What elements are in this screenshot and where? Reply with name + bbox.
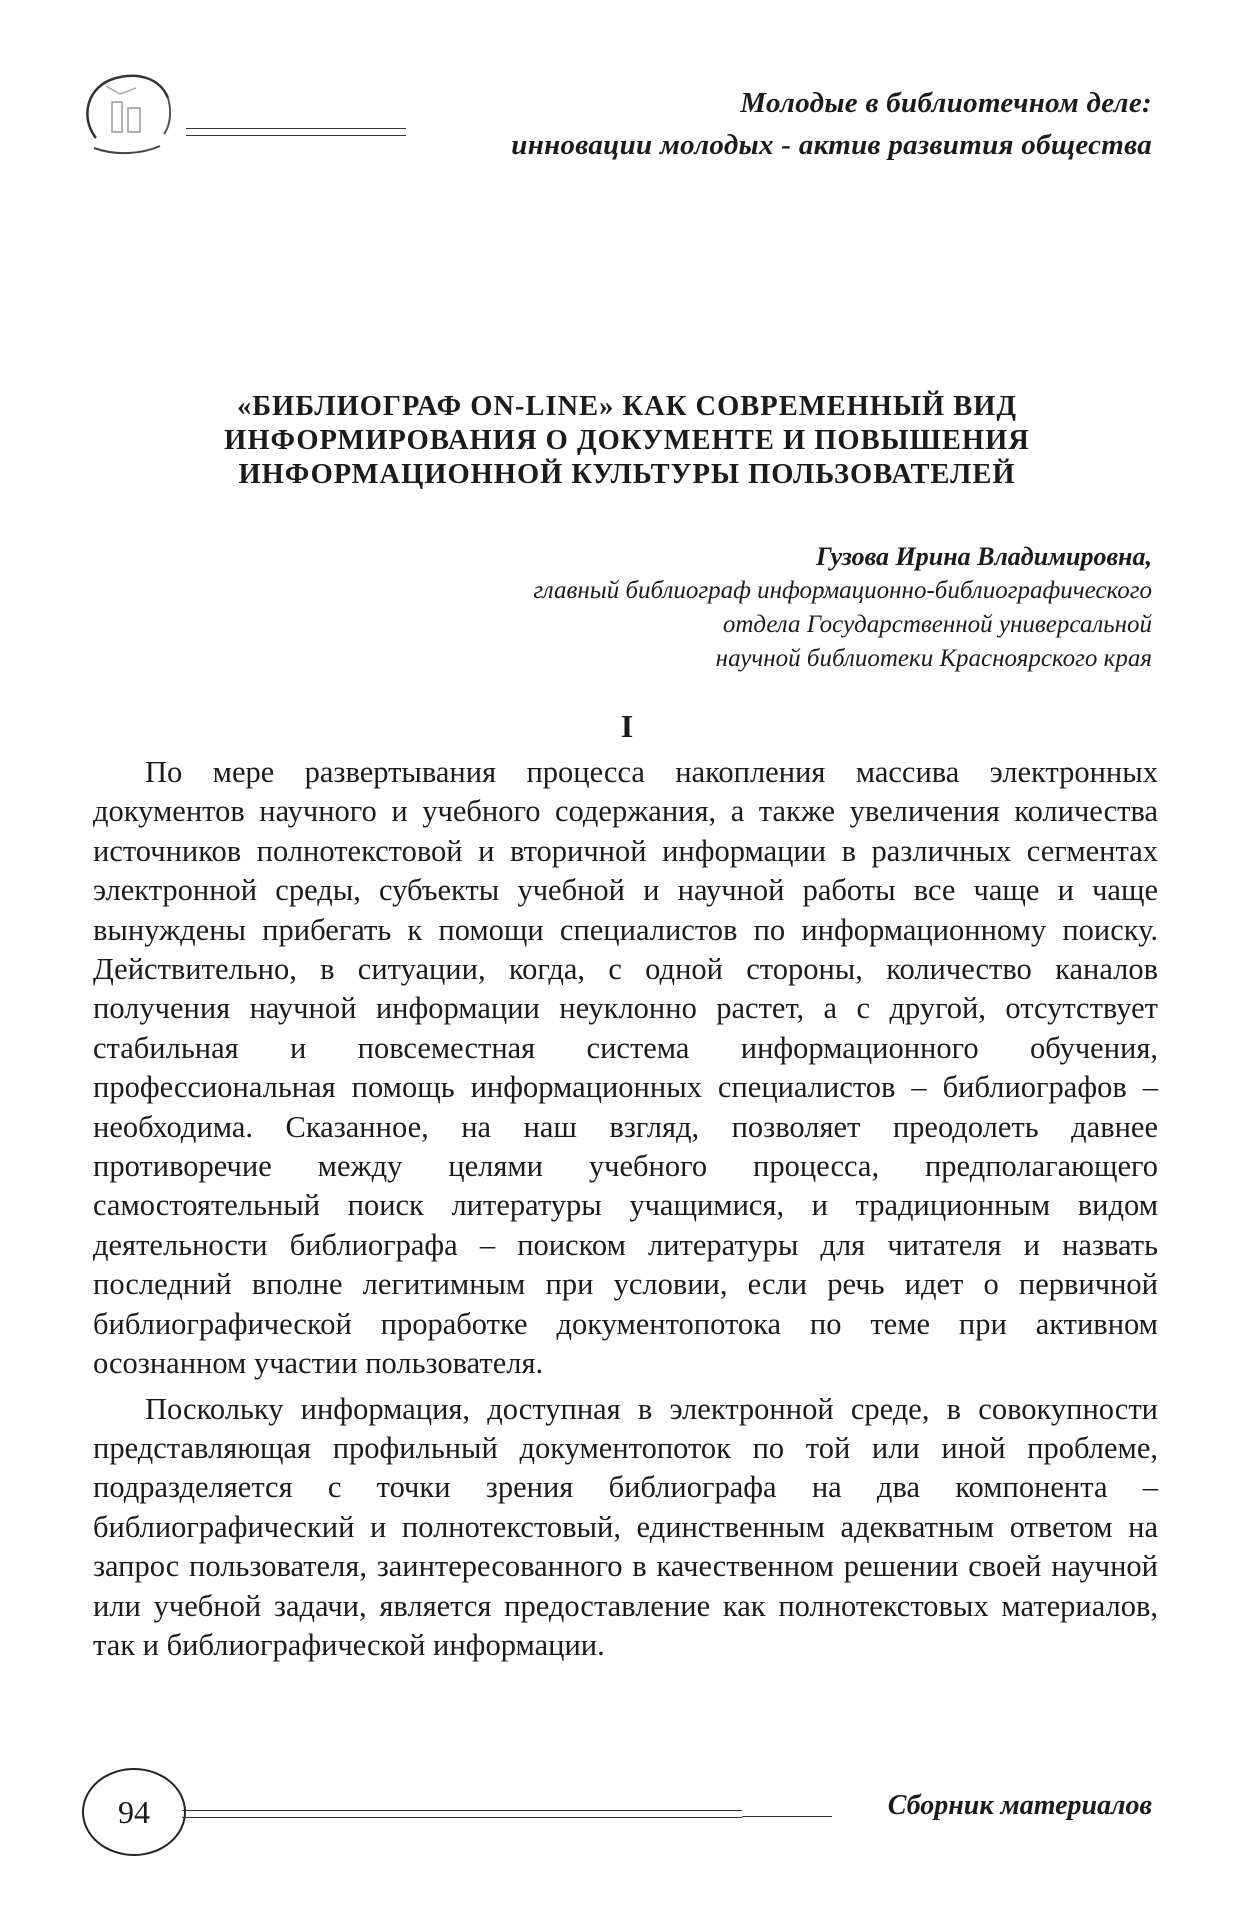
- author-name: Гузова Ирина Владимировна,: [815, 542, 1152, 571]
- article-title-line: ИНФОРМИРОВАНИЯ О ДОКУМЕНТЕ И ПОВЫШЕНИЯ: [224, 425, 1030, 456]
- header-emblem-icon: [76, 68, 188, 166]
- footer-rule-extension: [742, 1816, 832, 1817]
- body-paragraph: Поскольку информация, доступная в электронной среде, в совокупности представляющая профильный документопоток по той или иной проблеме, подразделяется с точки зрения библиографа на два компонента – библиографический и полнотекстовый, единственным адекватным ответом на запрос пользователя, заинтересованного в качественном решении своей научной или учебной задачи, является предоставление как полнотекстовых материалов, так и библиографической информации.: [93, 1391, 1158, 1662]
- article-body: [93, 753, 1158, 1671]
- footer-rule: [182, 1810, 742, 1818]
- section-number: I: [620, 708, 634, 744]
- header-rule: [186, 128, 406, 136]
- running-header-line-1: Молодые в библиотечном деле:: [740, 87, 1152, 119]
- article-title: [140, 390, 1114, 492]
- running-footer: Сборник материалов: [887, 1790, 1152, 1821]
- running-header-line-2: инновации молодых - актив развития общества: [511, 129, 1152, 161]
- author-affiliation-line: отдела Государственной универсальной: [722, 611, 1152, 638]
- author-affiliation-line: главный библиограф информационно-библиографического: [533, 577, 1152, 604]
- page-number: 94: [82, 1768, 186, 1856]
- article-title-line: ИНФОРМАЦИОННОЙ КУЛЬТУРЫ ПОЛЬЗОВАТЕЛЕЙ: [238, 459, 1016, 490]
- author-affiliation-line: научной библиотеки Красноярского края: [715, 645, 1152, 672]
- running-header: [511, 82, 1152, 166]
- article-title-line: «БИБЛИОГРАФ ON-LINE» КАК СОВРЕМЕННЫЙ ВИД: [236, 391, 1018, 422]
- author-block: [533, 540, 1152, 676]
- body-paragraph: По мере развертывания процесса накопления массива электронных документов научного и учебного содержания, а также увеличения количества источников полнотекстовой и вторичной информации в различных сегментах электронной среды, субъекты учебной и научной работы все чаще и чаще вынуждены прибегать к помощи специалистов по информационному поиску. Действительно, в ситуации, когда, с одной стороны, количество каналов получения научной информации неуклонно растет, а с другой, отсутствует стабильная и повсеместная система информационного обучения, профессиональная помощь информационных специалистов – библиографов – необходима. Сказанное, на наш взгляд, позволяет преодолеть давнее противоречие между целями учебного процесса, предполагающего самостоятельный поиск литературы учащимися, и традиционным видом деятельности библиографа – поиском литературы для читателя и назвать последний вполне легитимным при условии, если речь идет о первичной библиографической проработке документопотока по теме при активном осознанном участии пользователя.: [93, 755, 1158, 1381]
